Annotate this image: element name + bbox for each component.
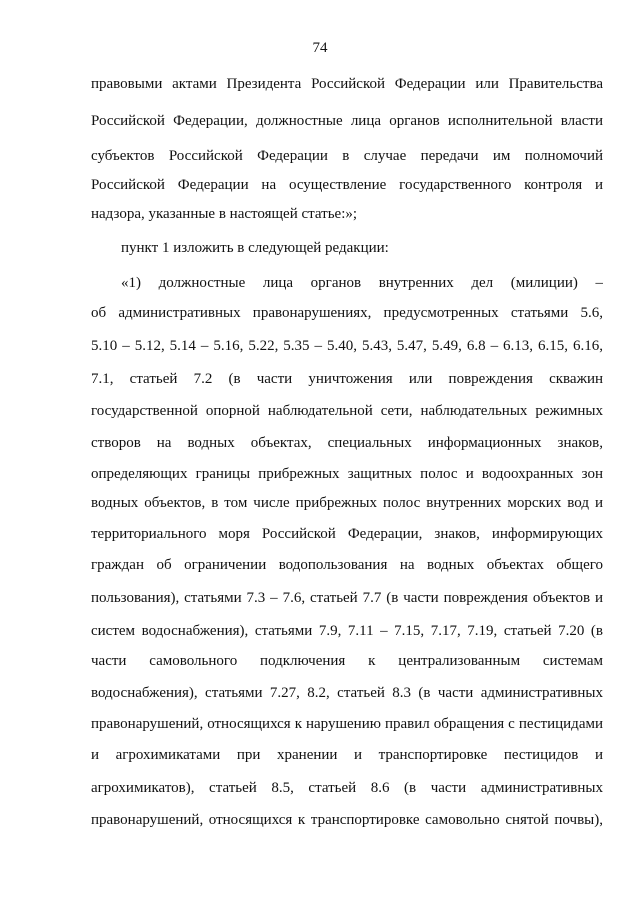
text-line: Российской Федерации, должностные лица органов исполнительной власти xyxy=(91,113,603,129)
text-line: субъектов Российской Федерации в случае передачи им полномочий xyxy=(91,148,603,164)
text-line: пользования), статьями 7.3 – 7.6, статьей 7.7 (в части повреждения объектов и xyxy=(91,590,603,606)
text-line: систем водоснабжения), статьями 7.9, 7.11 – 7.15, 7.17, 7.19, статьей 7.20 (в xyxy=(91,623,603,639)
text-line: определяющих границы прибрежных защитных полос и водоохранных зон xyxy=(91,466,603,482)
text-line: 7.1, статьей 7.2 (в части уничтожения или повреждения скважин xyxy=(91,371,603,387)
text-line: правонарушений, относящихся к транспортировке самовольно снятой почвы), xyxy=(91,812,603,828)
text-line: агрохимикатов), статьей 8.5, статьей 8.6 (в части административных xyxy=(91,780,603,796)
text-line: Российской Федерации на осуществление государственного контроля и xyxy=(91,177,603,193)
text-line: правонарушений, относящихся к нарушению правил обращения с пестицидами xyxy=(91,716,603,732)
text-line: водных объектов, в том числе прибрежных полос внутренних морских вод и xyxy=(91,495,603,511)
text-line: надзора, указанные в настоящей статье:»; xyxy=(91,206,358,222)
text-line: части самовольного подключения к централизованным системам xyxy=(91,653,603,669)
text-line: створов на водных объектах, специальных информационных знаков, xyxy=(91,435,603,451)
page-number: 74 xyxy=(312,40,328,56)
text-line: территориального моря Российской Федерации, знаков, информирующих xyxy=(91,526,603,542)
text-line: «1) должностные лица органов внутренних дел (милиции) – xyxy=(121,275,603,291)
text-line: 5.10 – 5.12, 5.14 – 5.16, 5.22, 5.35 – 5.40, 5.43, 5.47, 5.49, 6.8 – 6.13, 6.15, 6.16, xyxy=(91,338,603,354)
text-line: об административных правонарушениях, предусмотренных статьями 5.6, xyxy=(91,305,603,321)
text-line: пункт 1 изложить в следующей редакции: xyxy=(121,240,389,256)
text-line: правовыми актами Президента Российской Федерации или Правительства xyxy=(91,76,603,92)
text-line: государственной опорной наблюдательной сети, наблюдательных режимных xyxy=(91,403,603,419)
text-line: водоснабжения), статьями 7.27, 8.2, статьей 8.3 (в части административных xyxy=(91,685,603,701)
text-line: граждан об ограничении водопользования на водных объектах общего xyxy=(91,557,603,573)
text-line: и агрохимикатами при хранении и транспортировке пестицидов и xyxy=(91,747,603,763)
